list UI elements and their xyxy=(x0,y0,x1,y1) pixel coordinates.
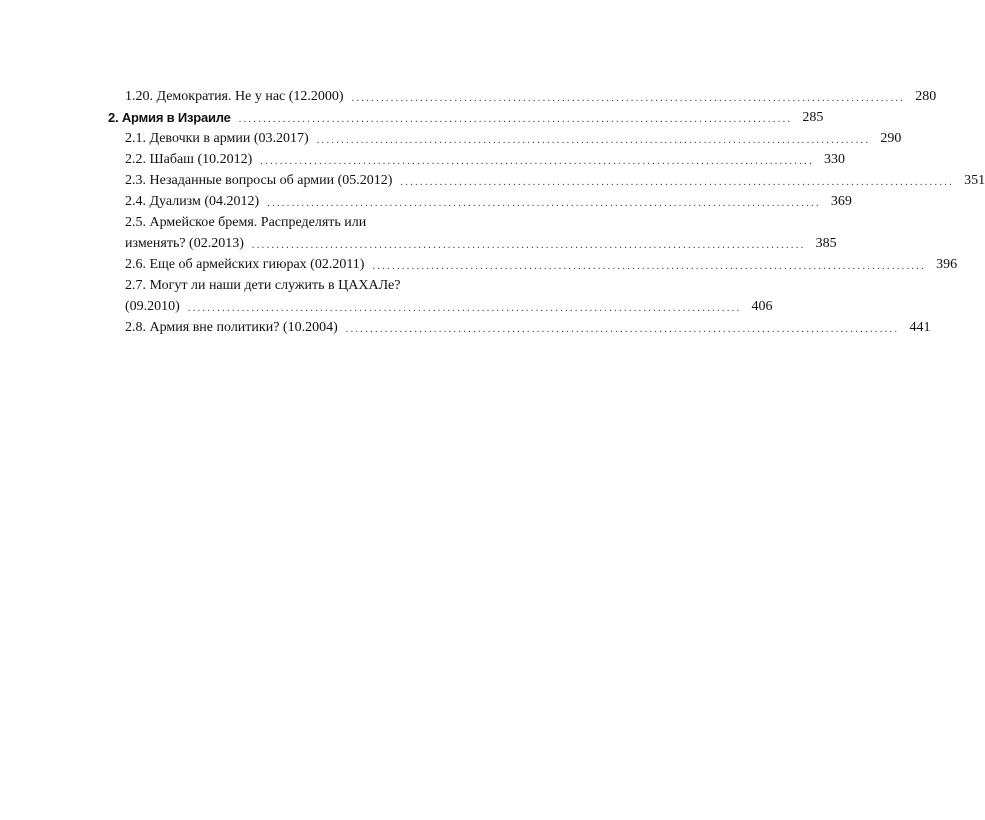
table-of-contents xyxy=(108,86,985,338)
toc-entry xyxy=(108,191,852,212)
toc-entry xyxy=(108,86,937,107)
toc-entry-title: 2.2. Шабаш (10.2012) xyxy=(125,152,253,167)
toc-chapter-heading xyxy=(108,107,824,128)
toc-entry-page: 351 xyxy=(964,173,985,188)
toc-entry-title: 2.6. Еще об армейских гиюрах (02.2011) xyxy=(125,257,365,272)
dot-leader: ................................................................................................................. xyxy=(372,261,927,272)
toc-entry-title: 2.3. Незаданные вопросы об армии (05.2012) xyxy=(125,173,393,188)
toc-entry xyxy=(108,317,931,338)
toc-entry xyxy=(108,128,902,149)
toc-entry-page: 280 xyxy=(915,89,937,104)
toc-entry-page: 406 xyxy=(751,299,773,314)
toc-entry-title-line2: изменять? (02.2013) xyxy=(125,236,244,251)
dot-leader: ................................................................................................................. xyxy=(345,324,900,335)
toc-entry-title: 2.4. Дуализм (04.2012) xyxy=(125,194,260,209)
toc-entry-title: 1.20. Демократия. Не у нас (12.2000) xyxy=(125,89,344,104)
toc-entry-page: 330 xyxy=(823,152,845,167)
toc-entry xyxy=(108,149,845,170)
toc-entry xyxy=(108,254,958,275)
toc-entry-page: 385 xyxy=(815,236,837,251)
toc-entry xyxy=(108,275,773,317)
toc-entry-title-line1: 2.7. Могут ли наши дети служить в ЦАХАЛе? xyxy=(125,278,401,293)
dot-leader: ................................................................................................................. xyxy=(316,135,871,146)
dot-leader: ................................................................................................................. xyxy=(238,114,793,125)
dot-leader: ................................................................................................................. xyxy=(351,93,906,104)
toc-entry xyxy=(108,212,837,254)
toc-entry-page: 369 xyxy=(830,194,852,209)
dot-leader: ................................................................................................................. xyxy=(400,177,955,188)
toc-entry-page: 396 xyxy=(936,257,958,272)
toc-entry-title-line2: (09.2010) xyxy=(125,299,180,314)
toc-entry xyxy=(108,170,985,191)
toc-chapter-title: 2. Армия в Израиле xyxy=(108,110,231,125)
toc-chapter-page: 285 xyxy=(802,110,824,125)
toc-entry-title: 2.8. Армия вне политики? (10.2004) xyxy=(125,320,338,335)
dot-leader: ................................................................................................................. xyxy=(187,303,742,314)
toc-entry-line2 xyxy=(125,233,837,254)
dot-leader: ................................................................................................................. xyxy=(251,240,806,251)
toc-entry-title-line1: 2.5. Армейское бремя. Распределять или xyxy=(125,215,367,230)
dot-leader: ................................................................................................................. xyxy=(267,198,821,209)
toc-entry-page: 441 xyxy=(909,320,931,335)
dot-leader: ................................................................................................................. xyxy=(260,156,814,167)
toc-entry-title: 2.1. Девочки в армии (03.2017) xyxy=(125,131,309,146)
toc-entry-page: 290 xyxy=(880,131,902,146)
toc-entry-line2 xyxy=(125,296,773,317)
